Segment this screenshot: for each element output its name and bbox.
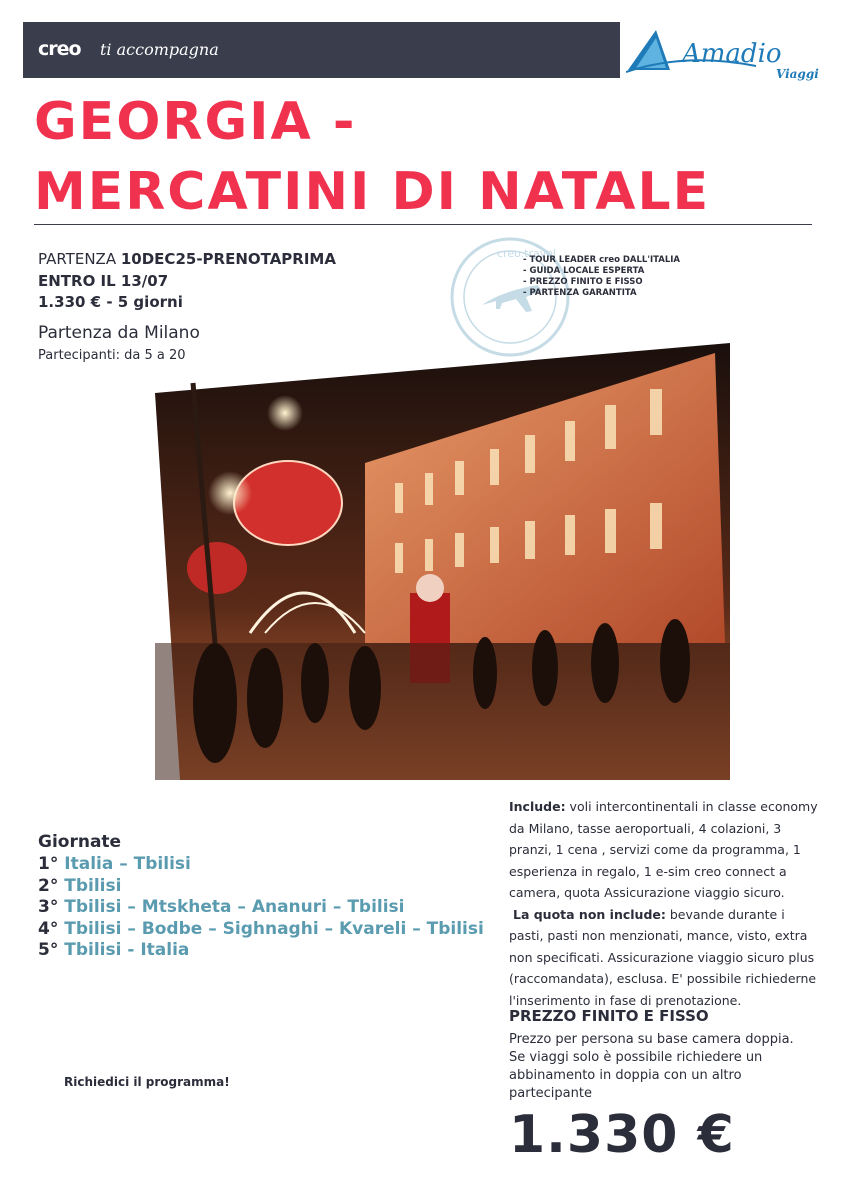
- feature-item: - PREZZO FINITO E FISSO: [523, 277, 643, 287]
- feature-item: - TOUR LEADER creo DALL'ITALIA: [523, 255, 680, 265]
- itinerary-section: [38, 832, 484, 962]
- svg-text:Amadio: Amadio: [682, 39, 782, 69]
- itinerary-day: 1° Italia – Tbilisi: [38, 854, 191, 874]
- page-title-line1: GEORGIA -: [34, 92, 357, 152]
- includes-text: Include: voli intercontinentali in classe economy da Milano, tasse aeroportuali, 4 colazioni, 3 pranzi, 1 cena , servizi come da programma, 1 esperienza in regalo, 1 e-sim creo connect a camera, quota Assicurazione viaggio sicuro. La quota non include: bevande durante i pasti, pasti non menzionati, mance, visto, extra non specificati. Assicurazione viaggio sicuro plus (raccomandata), esclusa. E' possibile richiederne l'inserimento in fase di prenotazione.: [509, 799, 818, 1008]
- features-list: [523, 255, 680, 299]
- creo-logo: creo: [38, 38, 81, 60]
- departure-line1: PARTENZA 10DEC25-PRENOTAPRIMA: [38, 250, 336, 268]
- price-description: Prezzo per persona su base camera doppia. Se viaggi solo è possibile richiedere un abbinamento in doppia con un altro partecipante: [509, 1032, 794, 1101]
- departure-line2: ENTRO IL 13/07: [38, 272, 169, 290]
- request-program-text: Richiedici il programma!: [64, 1075, 230, 1089]
- feature-item: - PARTENZA GARANTITA: [523, 288, 637, 298]
- participants: Partecipanti: da 5 a 20: [38, 348, 186, 363]
- svg-text:creo.travel: creo.travel: [497, 247, 557, 260]
- christmas-market-photo: [155, 343, 730, 780]
- page-title-line2: MERCATINI DI NATALE: [34, 162, 711, 222]
- title-divider: [34, 224, 812, 225]
- brand-tagline: ti accompagna: [100, 40, 219, 59]
- itinerary-day: 2° Tbilisi: [38, 875, 122, 896]
- itinerary-day: 4° Tbilisi – Bodbe – Sighnaghi – Kvareli – Tbilisi: [38, 918, 484, 939]
- svg-text:Viaggi: Viaggi: [776, 67, 819, 81]
- itinerary-day: 5° Tbilisi - Italia: [38, 940, 190, 960]
- departure-city: Partenza da Milano: [38, 323, 200, 343]
- price-amount: 1.330 €: [509, 1105, 735, 1165]
- feature-item: - GUIDA LOCALE ESPERTA: [523, 266, 645, 276]
- itinerary-day: 3° Tbilisi – Mtskheta – Ananuri – Tbilisi: [38, 897, 405, 917]
- price-heading: PREZZO FINITO E FISSO: [509, 1007, 709, 1025]
- amadio-viaggi-logo: [626, 22, 821, 82]
- departure-price-days: 1.330 € - 5 giorni: [38, 293, 183, 311]
- itinerary-heading: Giornate: [38, 832, 122, 852]
